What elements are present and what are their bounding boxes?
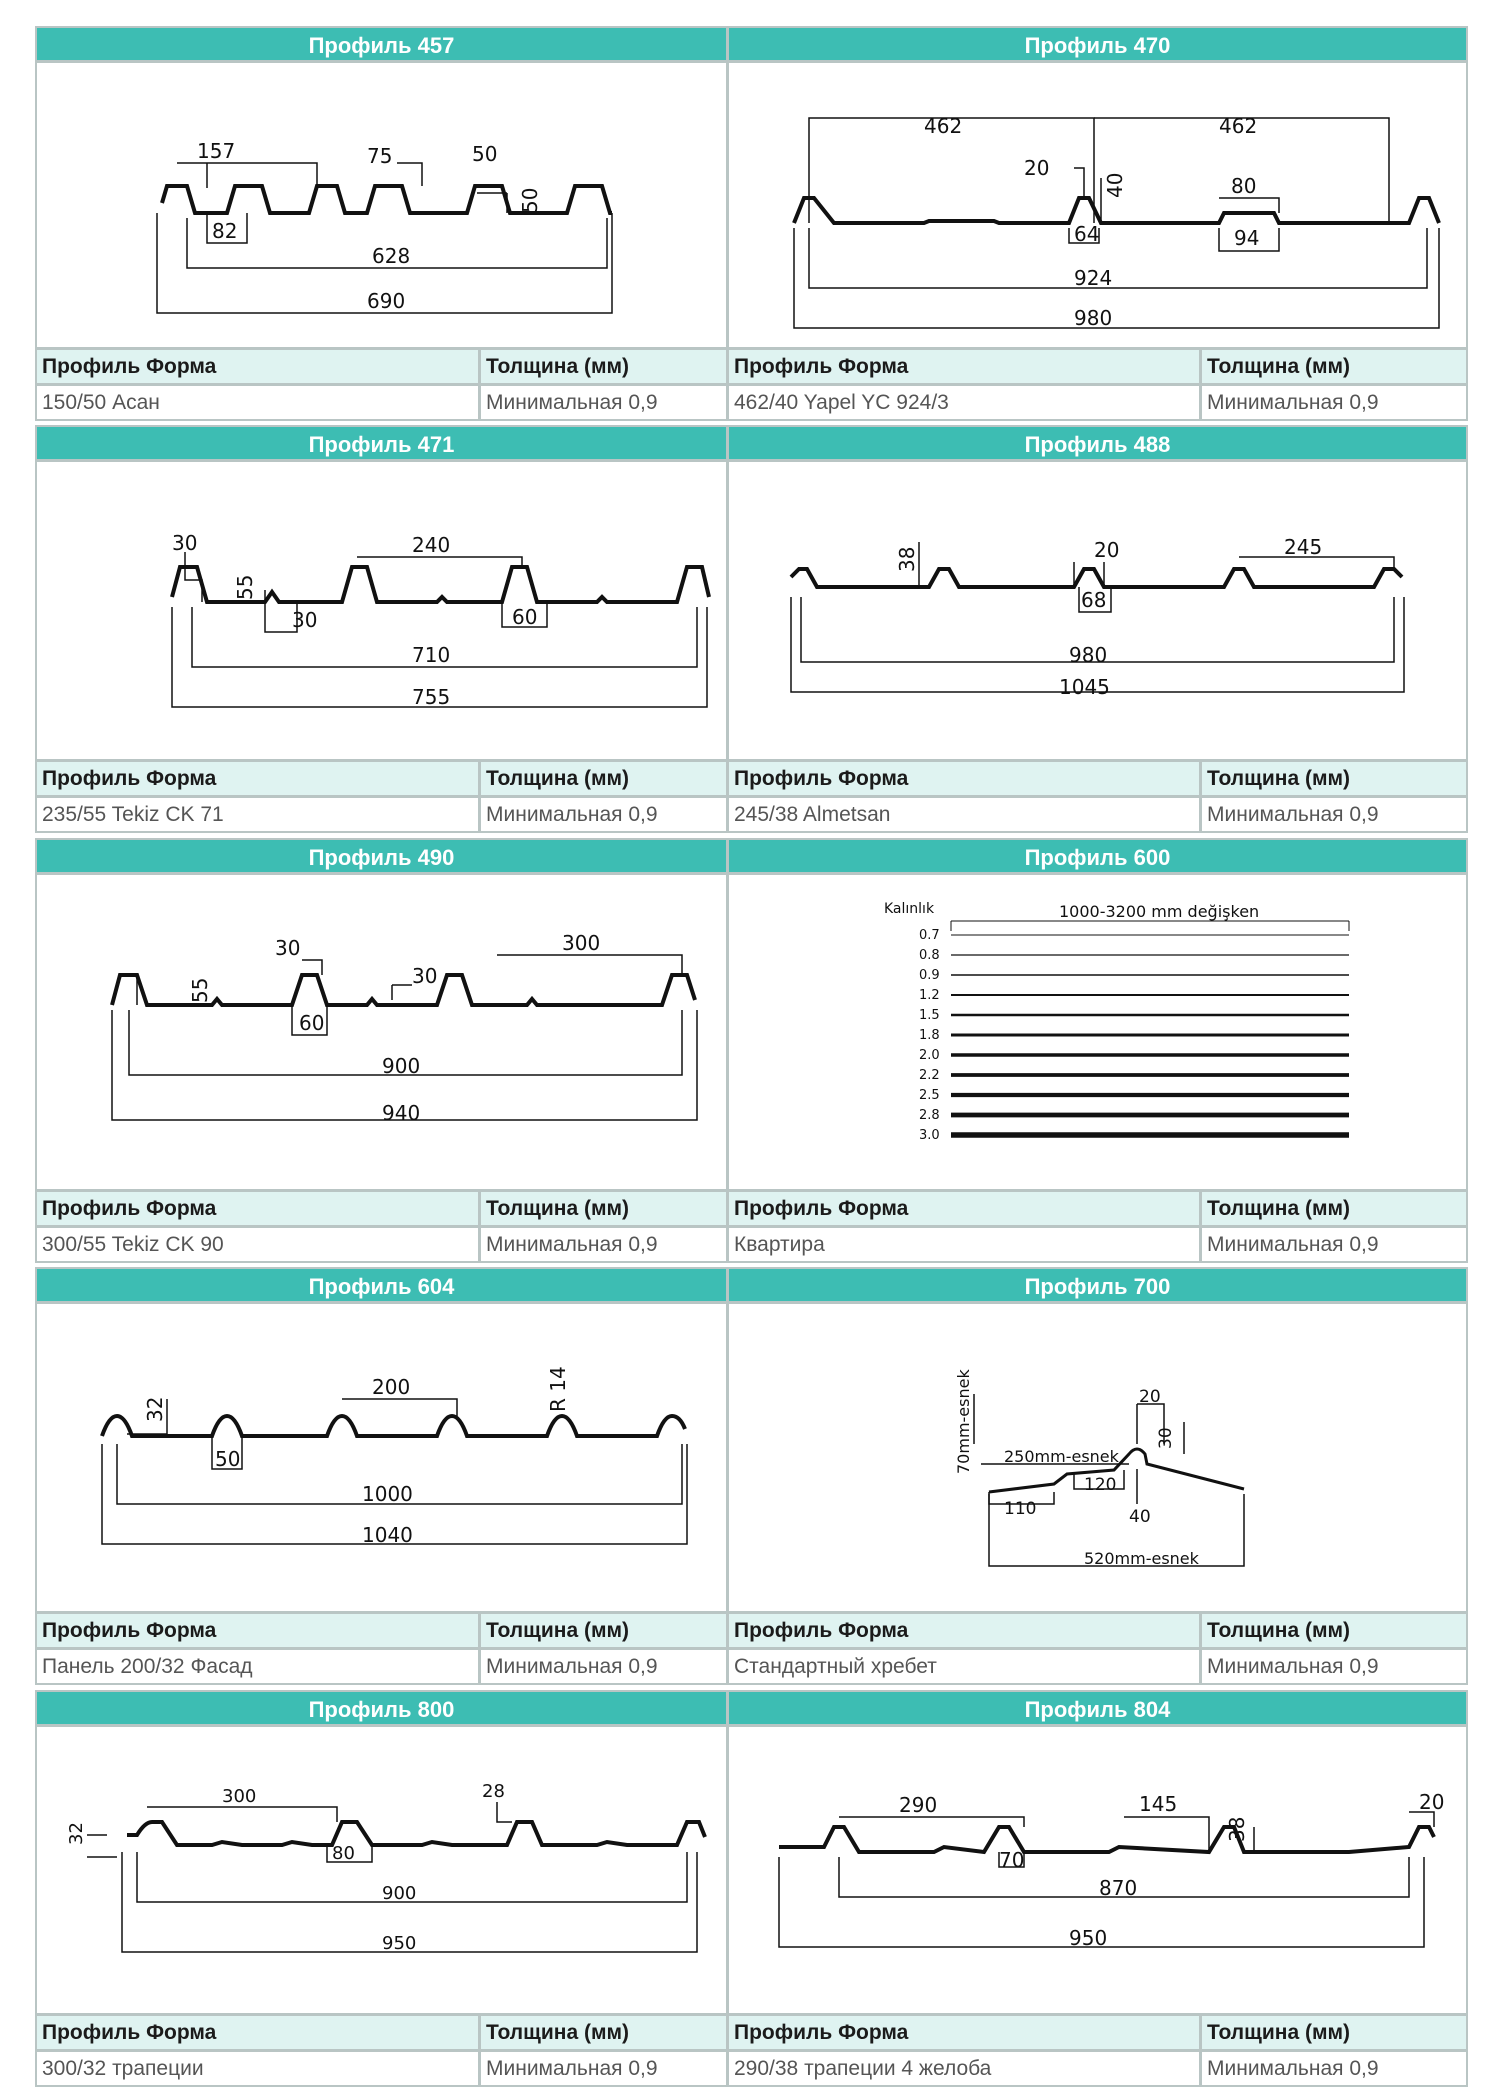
profile-604-label: 1040 xyxy=(362,1523,413,1547)
profile-804-form-value: 290/38 трапеции 4 желоба xyxy=(727,2050,1201,2087)
profile-457-label: 75 xyxy=(367,144,393,168)
profile-804-title: Профиль 804 xyxy=(727,1690,1468,1726)
profile-600-label: 1.5 xyxy=(919,1008,940,1023)
profile-800-label: 900 xyxy=(382,1883,417,1904)
profile-700-label: 70mm-esnek xyxy=(954,1369,973,1474)
profile-488-label: 980 xyxy=(1069,643,1108,667)
profile-804-thickness-header: Толщина (мм) xyxy=(1200,2014,1468,2051)
profile-457-form-header: Профиль Форма xyxy=(35,348,480,385)
profile-471-diagram xyxy=(37,462,728,761)
profile-470-thickness-value: Минимальная 0,9 xyxy=(1200,384,1468,421)
profile-800-label: 950 xyxy=(382,1933,417,1954)
profile-490-label: 940 xyxy=(382,1101,421,1125)
profile-604-label: R 14 xyxy=(546,1366,570,1412)
profile-457-diagram xyxy=(37,63,728,349)
profile-700-thickness-value: Минимальная 0,9 xyxy=(1200,1648,1468,1685)
profile-470-drawing xyxy=(727,61,1468,349)
profile-row-2 xyxy=(35,425,1468,826)
profile-800-diagram xyxy=(37,1727,728,2015)
profile-700-drawing xyxy=(727,1302,1468,1613)
profile-700-thickness-header: Толщина (мм) xyxy=(1200,1612,1468,1649)
profile-804-drawing xyxy=(727,1725,1468,2015)
profile-600-diagram xyxy=(729,875,1468,1191)
profile-470-form-value: 462/40 Yapel YC 924/3 xyxy=(727,384,1201,421)
profile-700-diagram xyxy=(729,1304,1468,1613)
profile-600-label: 2.8 xyxy=(919,1108,940,1123)
profile-471-label: 240 xyxy=(412,533,451,557)
profile-800-label: 300 xyxy=(222,1786,257,1807)
profile-row-5 xyxy=(35,1690,1468,2080)
profile-700-label: 110 xyxy=(1004,1499,1037,1519)
profile-800-label: 32 xyxy=(66,1822,87,1845)
profile-804-diagram xyxy=(729,1727,1468,2015)
profile-471-title: Профиль 471 xyxy=(35,425,728,461)
profile-470-title: Профиль 470 xyxy=(727,26,1468,62)
profile-457-thickness-value: Минимальная 0,9 xyxy=(479,384,728,421)
profile-457-label: 690 xyxy=(367,289,406,313)
profile-600-label: 2.0 xyxy=(919,1048,940,1063)
profile-600-form-header: Профиль Форма xyxy=(727,1190,1201,1227)
profile-804-label: 20 xyxy=(1419,1790,1445,1814)
profile-600-label: 0.7 xyxy=(919,928,940,943)
profile-604-form-value: Панель 200/32 Фасад xyxy=(35,1648,480,1685)
profile-457-drawing xyxy=(35,61,728,349)
profile-604-thickness-value: Минимальная 0,9 xyxy=(479,1648,728,1685)
profile-488-thickness-value: Минимальная 0,9 xyxy=(1200,796,1468,833)
profile-800-form-value: 300/32 трапеции xyxy=(35,2050,480,2087)
profile-471-drawing xyxy=(35,460,728,761)
profile-488-thickness-header: Толщина (мм) xyxy=(1200,760,1468,797)
profile-600-label: 1.8 xyxy=(919,1028,940,1043)
profile-488-form-value: 245/38 Almetsan xyxy=(727,796,1201,833)
profile-457-label: 157 xyxy=(197,139,236,163)
profile-804-label: 870 xyxy=(1099,1876,1138,1900)
profile-600-label: Kalınlık xyxy=(884,901,935,917)
profile-470-label: 980 xyxy=(1074,306,1113,330)
profile-600-label: 1.2 xyxy=(919,988,940,1003)
profile-600-thickness-header: Толщина (мм) xyxy=(1200,1190,1468,1227)
profile-457-label: 82 xyxy=(212,219,238,243)
profile-800-label: 80 xyxy=(332,1843,355,1864)
profile-604-drawing xyxy=(35,1302,728,1613)
profile-471-thickness-header: Толщина (мм) xyxy=(479,760,728,797)
profile-804-thickness-value: Минимальная 0,9 xyxy=(1200,2050,1468,2087)
profile-700-label: 20 xyxy=(1139,1387,1161,1407)
profile-471-form-header: Профиль Форма xyxy=(35,760,480,797)
profile-471-thickness-value: Минимальная 0,9 xyxy=(479,796,728,833)
profile-470-label: 40 xyxy=(1103,172,1127,198)
profile-800-form-header: Профиль Форма xyxy=(35,2014,480,2051)
profile-490-title: Профиль 490 xyxy=(35,838,728,874)
profile-490-form-header: Профиль Форма xyxy=(35,1190,480,1227)
profile-490-label: 60 xyxy=(299,1011,325,1035)
profile-488-title: Профиль 488 xyxy=(727,425,1468,461)
profile-470-label: 80 xyxy=(1231,174,1257,198)
profile-490-drawing xyxy=(35,873,728,1191)
profile-row-1 xyxy=(35,26,1468,414)
profile-488-label: 68 xyxy=(1081,588,1107,612)
profile-490-label: 55 xyxy=(188,977,212,1003)
profile-488-label: 38 xyxy=(895,546,919,572)
profile-600-form-value: Квартира xyxy=(727,1226,1201,1263)
profile-470-label: 94 xyxy=(1234,226,1260,250)
profile-471-label: 55 xyxy=(233,574,257,600)
profile-800-title: Профиль 800 xyxy=(35,1690,728,1726)
profile-604-title: Профиль 604 xyxy=(35,1267,728,1303)
profile-600-label: 3.0 xyxy=(919,1128,940,1143)
profile-471-label: 710 xyxy=(412,643,451,667)
profile-row-4 xyxy=(35,1267,1468,1678)
profile-604-label: 32 xyxy=(143,1396,167,1422)
profile-490-thickness-header: Толщина (мм) xyxy=(479,1190,728,1227)
profile-470-thickness-header: Толщина (мм) xyxy=(1200,348,1468,385)
profile-471-label: 60 xyxy=(512,605,538,629)
profile-488-label: 1045 xyxy=(1059,675,1110,699)
profile-490-label: 30 xyxy=(275,936,301,960)
profile-470-label: 20 xyxy=(1024,156,1050,180)
profile-800-drawing xyxy=(35,1725,728,2015)
profile-604-diagram xyxy=(37,1304,728,1613)
profile-490-label: 30 xyxy=(412,964,438,988)
profile-488-diagram xyxy=(729,462,1468,761)
profile-604-label: 50 xyxy=(215,1447,241,1471)
profile-490-form-value: 300/55 Tekiz CK 90 xyxy=(35,1226,480,1263)
profile-row-3 xyxy=(35,838,1468,1256)
profile-800-thickness-value: Минимальная 0,9 xyxy=(479,2050,728,2087)
profile-600-label: 0.8 xyxy=(919,948,940,963)
profile-490-label: 300 xyxy=(562,931,601,955)
profile-604-form-header: Профиль Форма xyxy=(35,1612,480,1649)
profile-457-label: 50 xyxy=(472,142,498,166)
profile-600-label: 1000-3200 mm değişken xyxy=(1059,902,1260,921)
profile-471-label: 30 xyxy=(172,531,198,555)
profile-490-label: 900 xyxy=(382,1054,421,1078)
profile-471-label: 755 xyxy=(412,685,451,709)
profile-700-label: 520mm-esnek xyxy=(1084,1549,1199,1568)
profile-457-label: 628 xyxy=(372,244,411,268)
profile-488-form-header: Профиль Форма xyxy=(727,760,1201,797)
profile-800-thickness-header: Толщина (мм) xyxy=(479,2014,728,2051)
profile-490-diagram xyxy=(37,875,728,1191)
profile-470-diagram xyxy=(729,63,1468,349)
profile-700-form-header: Профиль Форма xyxy=(727,1612,1201,1649)
profile-700-label: 40 xyxy=(1129,1507,1151,1527)
profile-700-label: 250mm-esnek xyxy=(1004,1447,1119,1466)
profile-488-label: 245 xyxy=(1284,535,1323,559)
profile-700-label: 120 xyxy=(1084,1475,1117,1495)
profile-700-label: 30 xyxy=(1156,1427,1176,1449)
profile-600-drawing xyxy=(727,873,1468,1191)
profile-600-label: 2.2 xyxy=(919,1068,940,1083)
profile-488-label: 20 xyxy=(1094,538,1120,562)
profile-604-label: 200 xyxy=(372,1375,411,1399)
profile-604-label: 1000 xyxy=(362,1482,413,1506)
profile-490-thickness-value: Минимальная 0,9 xyxy=(479,1226,728,1263)
profile-804-label: 70 xyxy=(999,1848,1025,1872)
profile-457-label: 50 xyxy=(518,187,542,213)
profile-470-label: 462 xyxy=(924,114,963,138)
profile-800-label: 28 xyxy=(482,1781,505,1802)
profile-600-label: 0.9 xyxy=(919,968,940,983)
profile-804-label: 290 xyxy=(899,1793,938,1817)
profile-470-label: 462 xyxy=(1219,114,1258,138)
profile-600-title: Профиль 600 xyxy=(727,838,1468,874)
profile-600-thickness-value: Минимальная 0,9 xyxy=(1200,1226,1468,1263)
profile-600-label: 2.5 xyxy=(919,1088,940,1103)
profile-457-form-value: 150/50 Асан xyxy=(35,384,480,421)
profile-471-form-value: 235/55 Tekiz CK 71 xyxy=(35,796,480,833)
profile-470-label: 64 xyxy=(1074,222,1100,246)
profile-804-label: 145 xyxy=(1139,1792,1178,1816)
profile-488-drawing xyxy=(727,460,1468,761)
profile-804-label: 38 xyxy=(1225,1816,1249,1842)
profile-700-title: Профиль 700 xyxy=(727,1267,1468,1303)
profile-470-form-header: Профиль Форма xyxy=(727,348,1201,385)
profile-804-form-header: Профиль Форма xyxy=(727,2014,1201,2051)
profile-471-label: 30 xyxy=(292,608,318,632)
profile-604-thickness-header: Толщина (мм) xyxy=(479,1612,728,1649)
profile-470-label: 924 xyxy=(1074,266,1113,290)
profile-457-thickness-header: Толщина (мм) xyxy=(479,348,728,385)
profile-700-form-value: Стандартный хребет xyxy=(727,1648,1201,1685)
profile-804-label: 950 xyxy=(1069,1926,1108,1950)
profile-457-title: Профиль 457 xyxy=(35,26,728,62)
